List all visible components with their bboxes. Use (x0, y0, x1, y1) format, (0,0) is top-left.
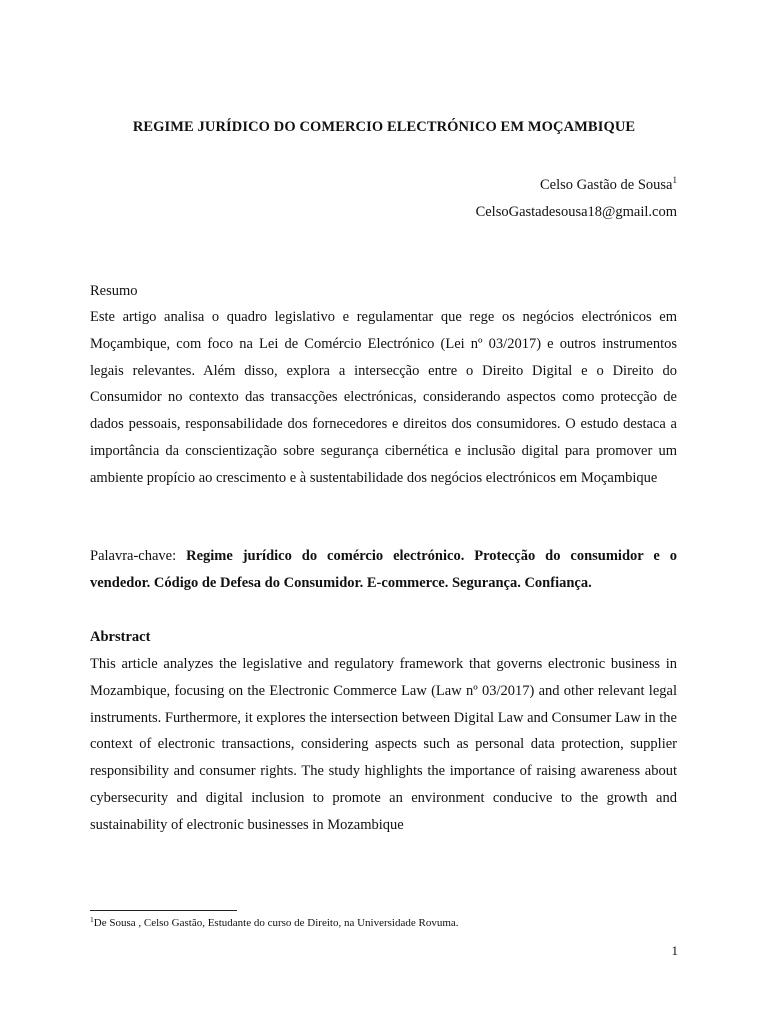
abstract-heading: Abrstract (90, 629, 151, 645)
footnote-divider (90, 910, 237, 911)
resumo-heading: Resumo (90, 283, 138, 299)
author-block (476, 172, 677, 226)
author-line (476, 172, 677, 199)
footnote-text: De Sousa , Celso Gastão, Estudante do curso de Direito, na Universidade Rovuma. (93, 917, 459, 929)
author-email: CelsoGastadesousa18@gmail.com (475, 204, 677, 220)
author-footnote-marker: 1 (672, 175, 677, 185)
resumo-paragraph: Este artigo analisa o quadro legislativo e regulamentar que rege os negócios electrónicos em Moçambique, com foco na Lei de Comércio Electrónico (Lei nº 03/2017) e outros instrumentos legais relevantes. Além disso, explora a intersecção entre o Direito Digital e o Direito do Consumidor no contexto das transacções electrónicas, considerando aspectos como protecção de dados pessoais, responsabilidade dos fornecedores e direitos dos consumidores. O estudo destaca a importância da conscientização sobre segurança cibernética e inclusão digital para promover um ambiente propício ao crescimento e à sustentabilidade dos negócios electrónicos em Moçambique (90, 309, 677, 486)
document-title: REGIME JURÍDICO DO COMERCIO ELECTRÓNICO EM MOÇAMBIQUE (132, 119, 636, 135)
abstract-paragraph: This article analyzes the legislative and regulatory framework that governs electronic business in Mozambique, focusing on the Electronic Commerce Law (Law nº 03/2017) and other relevant legal instruments. Furthermore, it explores the intersection between Digital Law and Consumer Law in the context of electronic transactions, considering aspects such as personal data protection, supplier responsibility and consumer rights. The study highlights the importance of raising awareness about cybersecurity and digital inclusion to promote an environment conducive to the growth and sustainability of electronic businesses in Mozambique (90, 656, 677, 833)
keywords-label: Palavra-chave: (90, 548, 187, 564)
footnote-marker: 1 (90, 915, 94, 924)
page-number: 1 (671, 943, 678, 958)
author-name: Celso Gastão de Sousa (540, 177, 673, 193)
footnote (90, 915, 459, 931)
keywords-text: Regime jurídico do comércio electrónico. Protecção do consumidor e o vendedor. Código de Defesa do Consumidor. E-commerce. Segurança. Confiança. (90, 548, 677, 591)
keywords-paragraph (90, 543, 677, 597)
